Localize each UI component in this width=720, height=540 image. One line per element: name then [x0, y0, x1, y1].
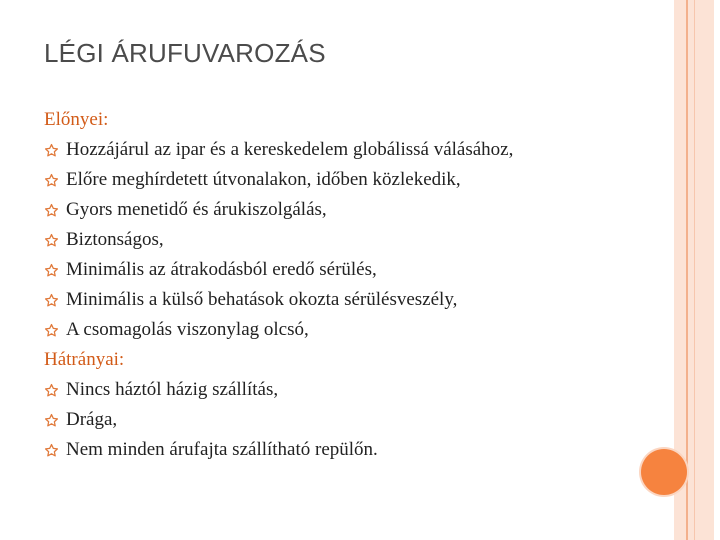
list-item — [44, 405, 664, 435]
section-label-disadvantages: Hátrányai: — [44, 349, 125, 370]
list-item — [44, 435, 664, 465]
star-outline-icon — [44, 203, 66, 218]
list-item — [44, 225, 664, 255]
star-outline-icon — [44, 323, 66, 338]
star-outline-icon — [44, 413, 66, 428]
list-item-text: Biztonságos, — [66, 229, 164, 250]
list-item — [44, 285, 664, 315]
star-outline-icon — [44, 143, 66, 158]
list-item — [44, 135, 664, 165]
star-outline-icon — [44, 263, 66, 278]
star-outline-icon — [44, 293, 66, 308]
list-item — [44, 315, 664, 345]
decorative-stripe-line — [694, 0, 695, 540]
list-item-text: Minimális az átrakodásból eredő sérülés, — [66, 259, 377, 280]
list-item-text: Drága, — [66, 409, 118, 430]
star-outline-icon — [44, 443, 66, 458]
list-item-text: A csomagolás viszonylag olcsó, — [66, 319, 309, 340]
list-item-text: Nem minden árufajta szállítható repülőn. — [66, 439, 378, 460]
section-label-advantages: Előnyei: — [44, 109, 109, 130]
decorative-stripe-edge — [714, 0, 720, 540]
slide-content — [44, 105, 664, 465]
list-item — [44, 165, 664, 195]
star-outline-icon — [44, 383, 66, 398]
list-item — [44, 375, 664, 405]
star-outline-icon — [44, 233, 66, 248]
list-item-text: Gyors menetidő és árukiszolgálás, — [66, 199, 327, 220]
decorative-stripe-line — [686, 0, 688, 540]
list-item — [44, 255, 664, 285]
slide-title: LÉGI ÁRUFUVAROZÁS — [44, 38, 326, 68]
list-item-text: Minimális a külső behatások okozta sérülésveszély, — [66, 289, 458, 310]
list-item-text: Előre meghírdetett útvonalakon, időben közlekedik, — [66, 169, 461, 190]
star-outline-icon — [44, 173, 66, 188]
list-item-text: Nincs háztól házig szállítás, — [66, 379, 279, 400]
list-item — [44, 195, 664, 225]
list-item-text: Hozzájárul az ipar és a kereskedelem globálissá válásához, — [66, 139, 514, 160]
